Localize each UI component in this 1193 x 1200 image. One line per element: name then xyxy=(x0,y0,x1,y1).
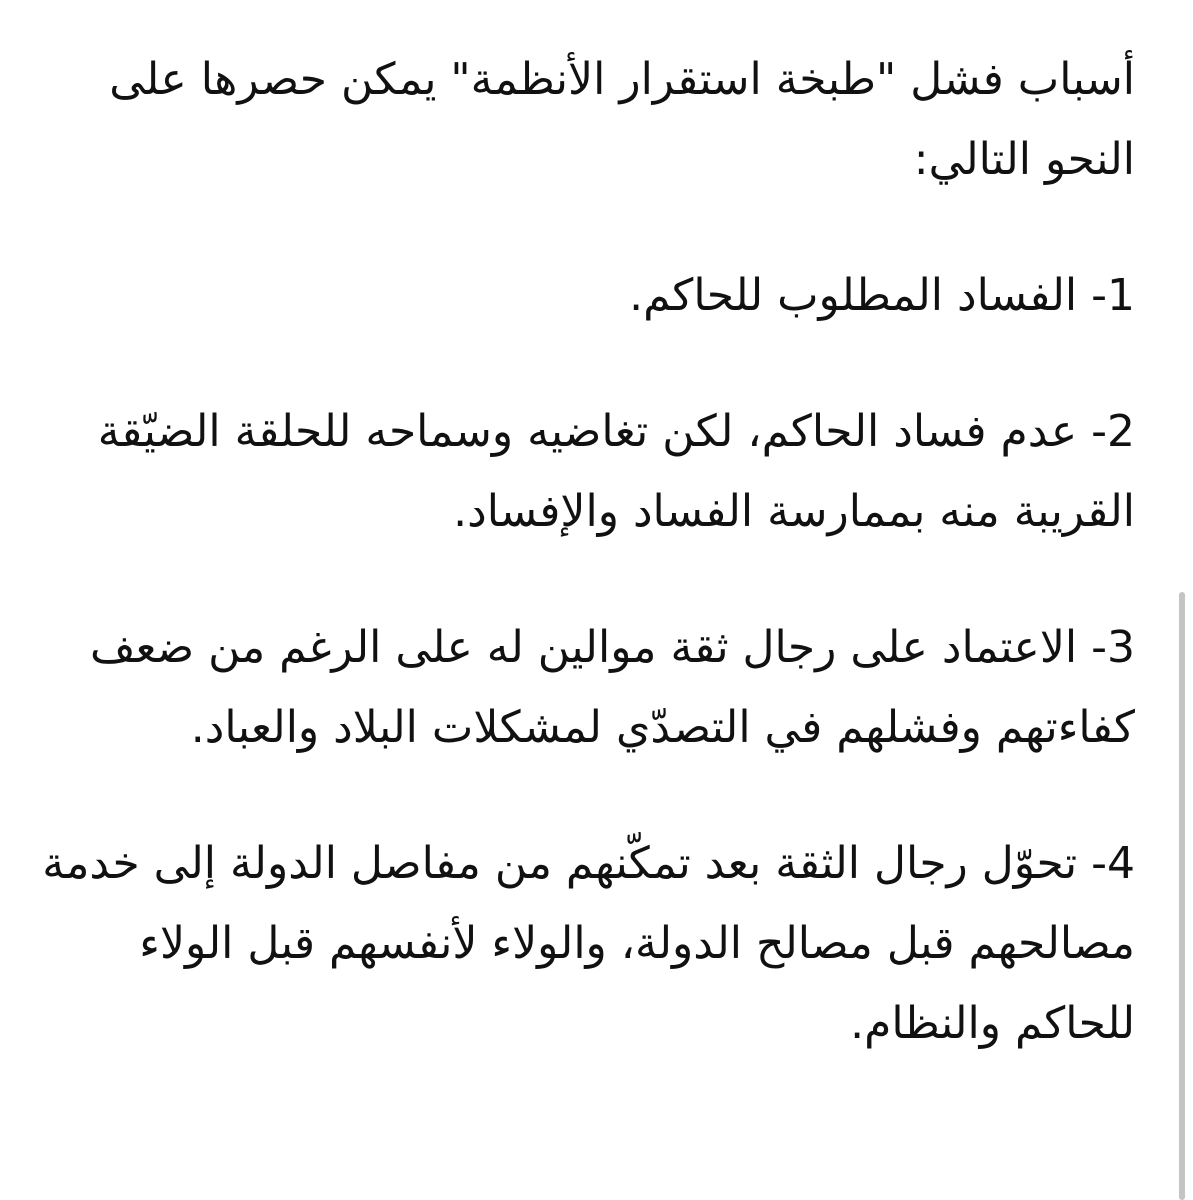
point-1-paragraph: 1- الفساد المطلوب للحاكم. xyxy=(629,270,1135,321)
vertical-scrollbar[interactable] xyxy=(1179,592,1185,1200)
point-3-paragraph: 3- الاعتماد على رجال ثقة موالين له على الرغم من ضعف كفاءتهم وفشلهم في التصدّي لمشكلات البلاد والعباد. xyxy=(89,622,1135,753)
point-4-paragraph: 4- تحوّل رجال الثقة بعد تمكّنهم من مفاصل الدولة إلى خدمة مصالحهم قبل مصالح الدولة، والولاء لأنفسهم قبل الولاء للحاكم والنظام. xyxy=(42,838,1135,1049)
intro-paragraph: أسباب فشل "طبخة استقرار الأنظمة" يمكن حصرها على النحو التالي: xyxy=(109,54,1135,185)
article-body xyxy=(40,40,1135,1120)
point-2-paragraph: 2- عدم فساد الحاكم، لكن تغاضيه وسماحه للحلقة الضيّقة القريبة منه بممارسة الفساد والإفساد. xyxy=(97,406,1135,537)
